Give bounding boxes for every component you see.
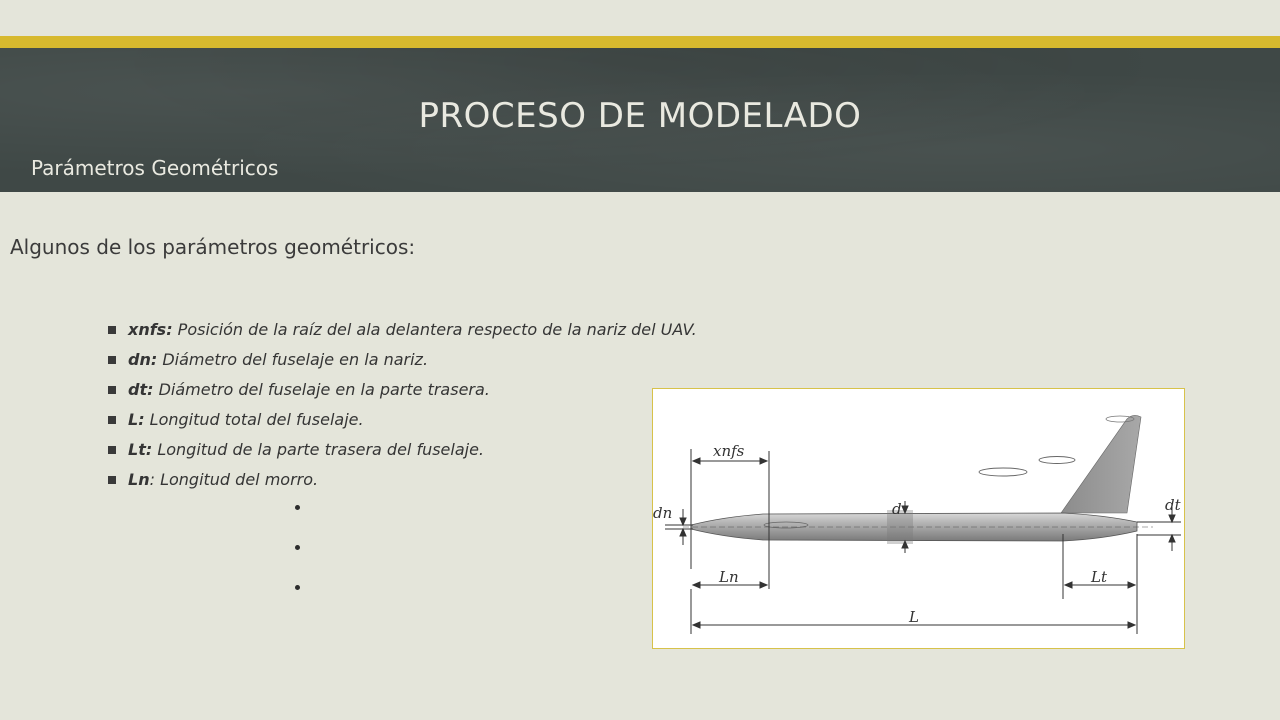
list-item xyxy=(108,470,697,500)
parameter-description: Diámetro del fuselaje en la parte trasera. xyxy=(153,380,490,399)
list-item xyxy=(108,350,697,380)
parameter-term: dn: xyxy=(128,350,158,369)
fuselage-diagram xyxy=(652,388,1185,649)
label-dn: dn xyxy=(653,504,673,522)
label-dt: dt xyxy=(1165,496,1181,514)
parameter-description: : Longitud del morro. xyxy=(149,470,319,489)
parameter-term: Ln xyxy=(128,470,150,489)
parameter-description: Diámetro del fuselaje en la nariz. xyxy=(157,350,429,369)
bullet-square-icon xyxy=(108,386,116,394)
parameter-term: Lt: xyxy=(128,440,153,459)
parameter-list xyxy=(108,320,697,500)
dot xyxy=(295,585,300,590)
label-L: L xyxy=(909,608,919,626)
intro-text: Algunos de los parámetros geométricos: xyxy=(10,235,416,259)
list-item xyxy=(108,440,697,470)
label-xnfs: xnfs xyxy=(713,442,745,460)
parameter-description: Longitud total del fuselaje. xyxy=(144,410,364,429)
bullet-square-icon xyxy=(108,476,116,484)
slide-subtitle: Parámetros Geométricos xyxy=(31,156,279,180)
bullet-square-icon xyxy=(108,326,116,334)
fuselage-drawing xyxy=(653,389,1186,650)
dot xyxy=(295,545,300,550)
continuation-dots xyxy=(295,505,300,625)
label-Ln: Ln xyxy=(719,568,739,586)
vertical-fin xyxy=(1061,415,1141,513)
bullet-square-icon xyxy=(108,446,116,454)
parameter-term: L: xyxy=(128,410,145,429)
label-d: d xyxy=(892,500,902,518)
accent-band xyxy=(0,36,1280,48)
bullet-square-icon xyxy=(108,356,116,364)
list-item xyxy=(108,380,697,410)
parameter-term: xnfs: xyxy=(128,320,173,339)
label-Lt: Lt xyxy=(1091,568,1107,586)
bullet-square-icon xyxy=(108,416,116,424)
slide-title: PROCESO DE MODELADO xyxy=(418,96,862,136)
airfoil-section xyxy=(1039,457,1075,464)
parameter-description: Posición de la raíz del ala delantera respecto de la nariz del UAV. xyxy=(172,320,697,339)
dot xyxy=(295,505,300,510)
list-item xyxy=(108,320,697,350)
list-item xyxy=(108,410,697,440)
parameter-description: Longitud de la parte trasera del fuselaje. xyxy=(152,440,485,459)
parameter-term: dt: xyxy=(128,380,154,399)
airfoil-section xyxy=(979,468,1027,476)
